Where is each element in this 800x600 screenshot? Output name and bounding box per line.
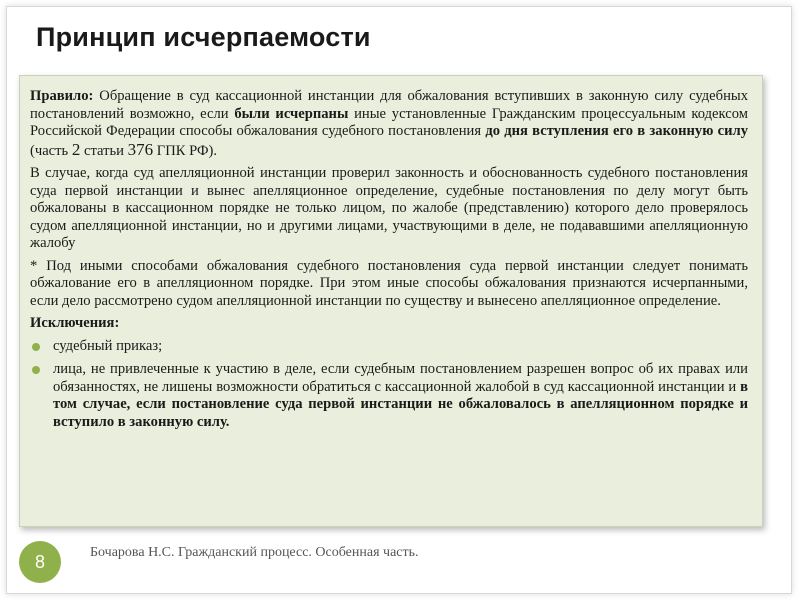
rule-text-1: Обращение в суд кассационной инстанции для обжалования вступивших в законную силу судебных постановлений возможно, если — [30, 88, 748, 122]
exception-item-2 — [30, 361, 748, 431]
exception-item-1 — [30, 338, 748, 356]
bullet-dot-icon — [32, 343, 40, 351]
rule-text-5: ГПК РФ). — [153, 142, 218, 159]
rule-bold-1: были исчерпаны — [234, 105, 349, 122]
content-box — [19, 75, 763, 527]
rule-label: Правило: — [30, 88, 94, 104]
page-number-badge: 8 — [19, 541, 61, 583]
exception-2-text: лица, не привлеченные к участию в деле, если судебным постановлением разрешен вопрос об их правах или обязанностях, не лишены возможности обратиться с кассационной жалобой в суд кассационной инстанции и — [53, 361, 748, 395]
exception-1-text: судебный приказ; — [53, 337, 163, 354]
exception-2-bold: в том случае, если постановление суда первой инстанции не обжаловалось в апелляционном порядке и вступило в законную силу. — [53, 378, 748, 430]
rule-paragraph — [30, 88, 748, 160]
slide-title: Принцип исчерпаемости — [36, 22, 371, 52]
appeal-paragraph: В случае, когда суд апелляционной инстанции проверил законность и обоснованность судебного постановления суда первой инстанции и вынес апелляционное определение, судебные постановления по делу могут быть обжалованы в кассационном порядке не только лицом, по жалобе (представлению) которого дело проверялось судом апелляционной инстанции, но и другими лицами, участвующими в деле, не подававшими апелляционную жалобу — [30, 165, 748, 251]
exceptions-list — [30, 338, 748, 432]
rule-bold-2: до дня вступления его в законную силу — [485, 123, 748, 139]
exceptions-heading: Исключения: — [30, 315, 120, 331]
rule-part-number: 2 — [71, 139, 81, 159]
footer-text: Бочарова Н.С. Гражданский процесс. Особенная часть. — [90, 545, 419, 560]
note-paragraph: * Под иными способами обжалования судебного постановления суда первой инстанции следует понимать обжалование его в апелляционном порядке. При этом иные способы обжалования признаются исчерпанными, если дело рассмотрено судом апелляционной инстанции по существу и вынесено апелляционное определение. — [30, 257, 748, 309]
bullet-dot-icon — [32, 366, 40, 374]
rule-text-3: (часть — [30, 142, 72, 159]
rule-article-number: 376 — [127, 139, 154, 159]
rule-text-4: статьи — [80, 142, 128, 159]
rule-text-2: иные установленные Гражданским процессуальным кодексом Российской Федерации способы обжалования судебного постановления — [30, 105, 748, 139]
